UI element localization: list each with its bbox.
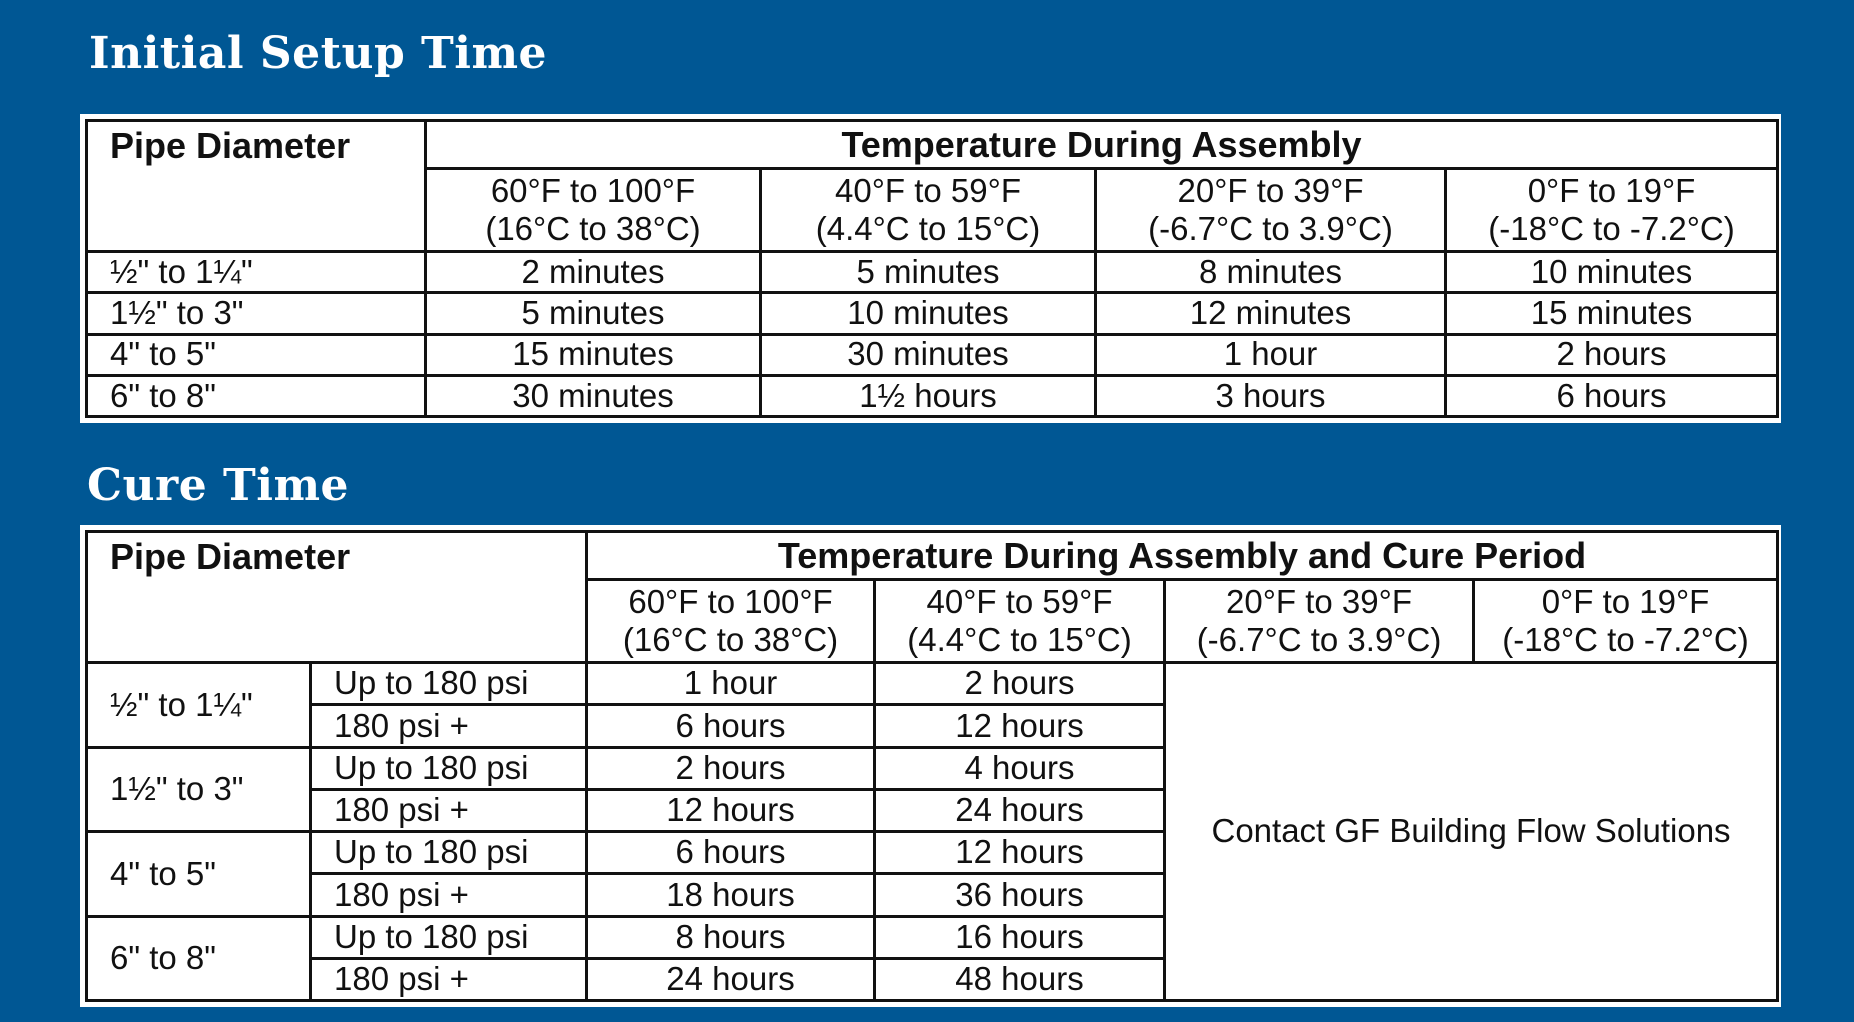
cure-temperature-group-header: Temperature During Assembly and Cure Period [587,532,1778,580]
cure-temp-header: 0°F to 19°F (-18°C to -7.2°C) [1474,580,1778,663]
cure-time-cell: 16 hours [875,916,1165,958]
cure-section-title: Cure Time [87,460,350,511]
setup-diameter-cell: ½" to 1¼" [87,252,426,293]
setup-time-cell: 2 minutes [426,252,761,293]
cure-time-cell: 12 hours [875,705,1165,747]
cure-time-table-frame [80,525,1781,1007]
cure-diameter-cell: 6" to 8" [87,916,311,1001]
setup-table-row [87,334,1778,375]
setup-time-cell: 3 hours [1096,375,1446,416]
contact-gf-cell: Contact GF Building Flow Solutions [1165,663,1778,1001]
setup-table-row [87,375,1778,416]
setup-time-cell: 30 minutes [761,334,1096,375]
cure-time-cell: 2 hours [587,747,875,789]
cure-time-cell: 6 hours [587,832,875,874]
setup-temp-header: 20°F to 39°F (-6.7°C to 3.9°C) [1096,169,1446,252]
setup-temp-header: 60°F to 100°F (16°C to 38°C) [426,169,761,252]
cure-time-cell: 2 hours [875,663,1165,705]
cure-table-row [87,663,1778,705]
setup-time-cell: 5 minutes [426,293,761,334]
cure-temp-header: 20°F to 39°F (-6.7°C to 3.9°C) [1165,580,1474,663]
cure-pressure-cell: 180 psi + [311,789,587,831]
setup-temperature-group-header: Temperature During Assembly [426,121,1778,169]
setup-diameter-cell: 6" to 8" [87,375,426,416]
setup-time-cell: 1½ hours [761,375,1096,416]
cure-pressure-cell: 180 psi + [311,705,587,747]
setup-time-cell: 15 minutes [426,334,761,375]
cure-pipe-diameter-header: Pipe Diameter [87,532,587,663]
setup-table-row [87,252,1778,293]
setup-time-cell: 2 hours [1446,334,1778,375]
setup-diameter-cell: 1½" to 3" [87,293,426,334]
cure-diameter-cell: 4" to 5" [87,832,311,917]
setup-time-cell: 1 hour [1096,334,1446,375]
cure-time-cell: 12 hours [875,832,1165,874]
cure-time-cell: 6 hours [587,705,875,747]
cure-pressure-cell: Up to 180 psi [311,832,587,874]
setup-temp-header: 40°F to 59°F (4.4°C to 15°C) [761,169,1096,252]
setup-time-cell: 10 minutes [761,293,1096,334]
setup-time-table [85,119,1779,418]
cure-diameter-cell: 1½" to 3" [87,747,311,832]
setup-section-title: Initial Setup Time [89,28,548,79]
cure-time-cell: 8 hours [587,916,875,958]
setup-time-cell: 12 minutes [1096,293,1446,334]
cure-time-cell: 4 hours [875,747,1165,789]
setup-table-row [87,293,1778,334]
cure-pressure-cell: Up to 180 psi [311,916,587,958]
cure-time-cell: 36 hours [875,874,1165,916]
setup-time-cell: 6 hours [1446,375,1778,416]
cure-time-cell: 12 hours [587,789,875,831]
cure-temp-header: 40°F to 59°F (4.4°C to 15°C) [875,580,1165,663]
cure-pressure-cell: 180 psi + [311,874,587,916]
setup-time-cell: 30 minutes [426,375,761,416]
setup-time-cell: 8 minutes [1096,252,1446,293]
setup-temp-header: 0°F to 19°F (-18°C to -7.2°C) [1446,169,1778,252]
cure-time-cell: 1 hour [587,663,875,705]
setup-time-cell: 10 minutes [1446,252,1778,293]
cure-pressure-cell: 180 psi + [311,958,587,1000]
cure-time-table [85,530,1779,1002]
cure-time-cell: 18 hours [587,874,875,916]
cure-pressure-cell: Up to 180 psi [311,663,587,705]
setup-time-table-frame [80,114,1781,423]
cure-time-cell: 24 hours [875,789,1165,831]
setup-time-cell: 5 minutes [761,252,1096,293]
cure-diameter-cell: ½" to 1¼" [87,663,311,748]
cure-time-cell: 48 hours [875,958,1165,1000]
setup-diameter-cell: 4" to 5" [87,334,426,375]
cure-temp-header: 60°F to 100°F (16°C to 38°C) [587,580,875,663]
cure-time-cell: 24 hours [587,958,875,1000]
setup-pipe-diameter-header: Pipe Diameter [87,121,426,252]
setup-time-cell: 15 minutes [1446,293,1778,334]
cure-pressure-cell: Up to 180 psi [311,747,587,789]
